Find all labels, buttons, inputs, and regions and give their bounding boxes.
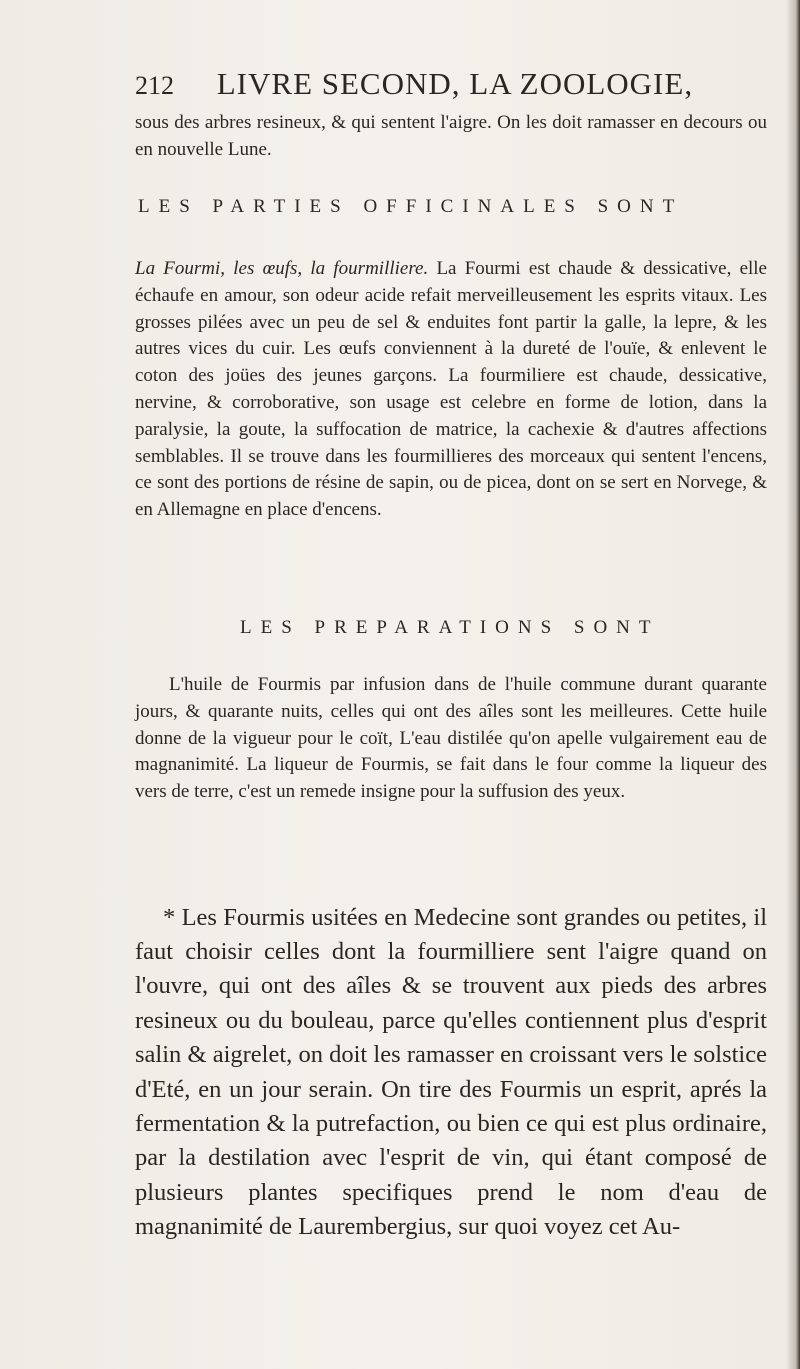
section-heading-officinales xyxy=(138,196,683,218)
running-title: LIVRE SECOND, LA ZOOLOGIE, xyxy=(216,66,694,101)
intro-text: sous des arbres resineux, & qui sentent l'aigre. On les doit ramasser en decours ou en nouvelle Lune. xyxy=(135,112,767,160)
section-officinales-body xyxy=(135,256,767,524)
note-asterisk: * xyxy=(163,903,176,931)
section-officinales-lead: La Fourmi, les œufs, la fourmilliere. xyxy=(135,258,429,279)
intro-paragraph xyxy=(135,110,767,164)
section-heading-preparations xyxy=(240,617,660,639)
running-head xyxy=(135,66,775,102)
note-paragraph xyxy=(135,876,767,1269)
section-officinales-text: La Fourmi est chaude & dessicative, elle échaufe en amour, son odeur acide refait merveilleusement les esprits vitaux. Les grosses pilées avec un peu de sel & enduites font partir la galle, la lepre, & les autres vices du cuir. Les œufs conviennent à la dureté de l'ouïe, & enlevent le coton des joües des jeunes garçons. La fourmiliere est chaude, dessicative, nervine, & corroborative, son usage est celebre en forme de lotion, dans la paralysie, la goute, la suffocation de matrice, la cachexie & d'autres affections semblables. Il se trouve dans les fourmillieres des morceaux qui sentent l'encens, ce sont des portions de résine de sapin, ou de picea, dont on se sert en Norvege, & en Allemagne en place d'encens. xyxy=(135,258,767,521)
section-heading-preparations-text: LES PREPARATIONS SONT xyxy=(240,617,660,638)
section-heading-officinales-text: LES PARTIES OFFICINALES SONT xyxy=(138,196,684,217)
note-text: Les Fourmis usitées en Medecine sont grandes ou petites, il faut choisir celles dont la fourmilliere sent l'aigre quand on l'ouvre, qui ont des aîles & se trouvent aux pieds des arbres resineux ou du bouleau, parce qu'elles contiennent plus d'esprit salin & aigrelet, on doit les ramasser en croissant vers le solstice d'Eté, en un jour serain. On tire des Fourmis un esprit, aprés la fermentation & la putrefaction, ou bien ce qui est plus ordinaire, par la destilation avec l'esprit de vin, qui étant composé de plusieurs plantes specifiques prend le nom d'eau de magnanimité de Laurembergius, sur quoi voyez cet Au- xyxy=(135,903,767,1241)
section-preparations-text: L'huile de Fourmis par infusion dans de l'huile commune durant quarante jours, & quarante nuits, celles qui ont des aîles sont les meilleures. Cette huile donne de la vigueur pour le coït, L'eau distilée qu'on apelle vulgairement eau de magnanimité. La liqueur de Fourmis, se fait dans le four comme la liqueur des vers de terre, c'est un remede insigne pour la suffusion des yeux. xyxy=(135,674,767,803)
page-number: 212 xyxy=(135,71,174,100)
section-preparations-body xyxy=(135,672,767,806)
